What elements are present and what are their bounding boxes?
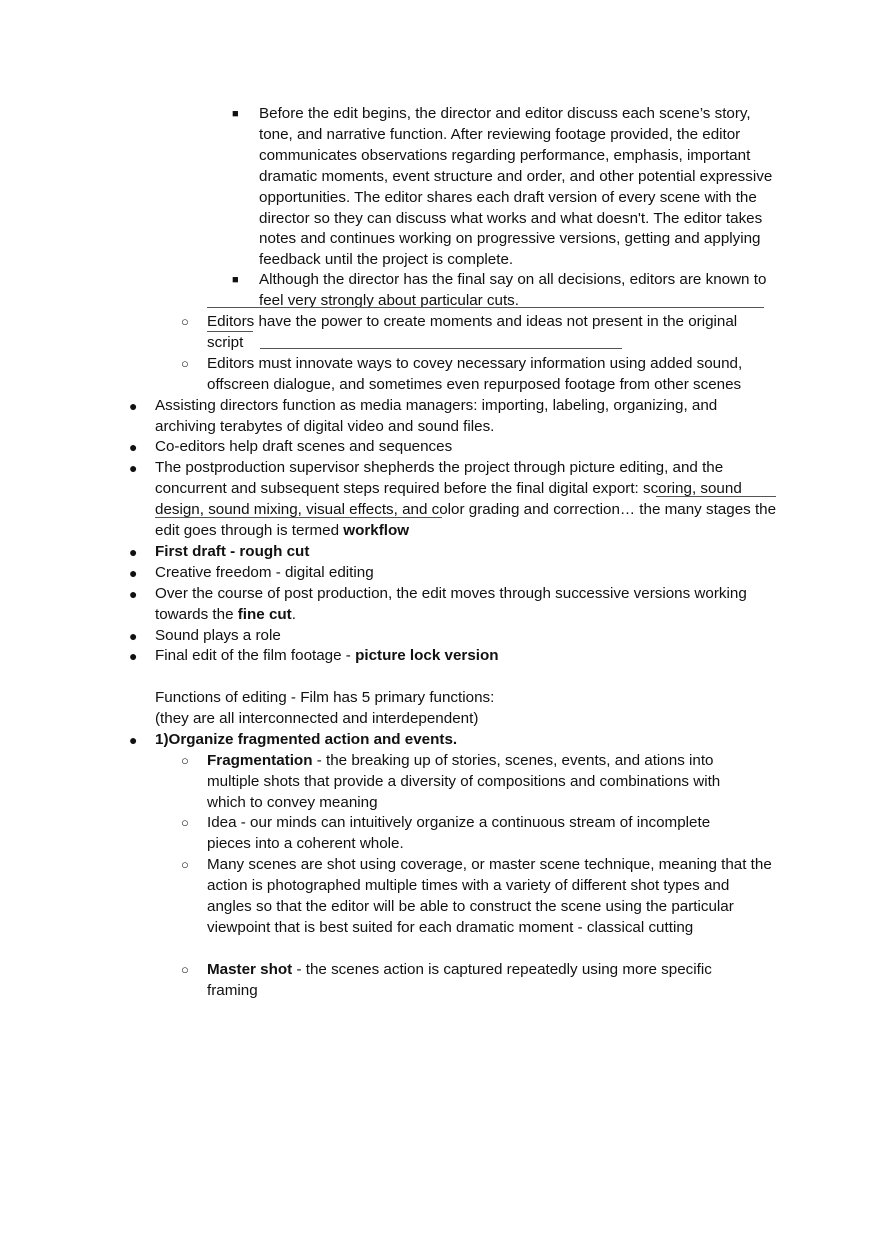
fragmentation-text: - the breaking up of stories, scenes, events, and ations into multiple shots that provide a diversity of compositions and combinations with which to convey meaning bbox=[207, 752, 721, 811]
list-item: Editors must innovate ways to covey necessary information using added sound, offscreen dialogue, and sometimes even repurposed footage from other scenes bbox=[207, 355, 743, 393]
final-edit-text: Final edit of the film footage - bbox=[155, 647, 356, 664]
over-end: . bbox=[291, 605, 296, 623]
functions-heading: Functions of editing - Film has 5 primary functions: bbox=[155, 689, 495, 706]
functions-subheading: (they are all interconnected and interdependent) bbox=[155, 710, 479, 727]
supervisor-text: The postproduction supervisor shepherds the project through picture editing, and the concurrent and subsequent steps required before the final digital export: scoring, sound design, sound mixing, visual effects, and color grading and correction… the many stages the edit goes through is termed bbox=[155, 459, 777, 539]
circle-bullet-icon: ○ bbox=[181, 356, 189, 371]
list-item: Creative freedom - digital editing bbox=[155, 564, 374, 581]
over-text: Over the course of post production, the edit moves through successive versions working towards the bbox=[155, 585, 747, 623]
disc-bullet-icon: ● bbox=[129, 439, 138, 455]
underline-rule bbox=[656, 496, 776, 497]
master-shot-term: Master shot bbox=[207, 961, 293, 978]
list-item: Idea - our minds can intuitively organize a continuous stream of incomplete pieces into a coherent whole. bbox=[207, 814, 711, 852]
list-item bbox=[207, 960, 752, 1002]
disc-bullet-icon: ● bbox=[129, 460, 138, 476]
disc-bullet-icon: ● bbox=[129, 565, 138, 581]
disc-bullet-icon: ● bbox=[129, 732, 138, 748]
circle-bullet-icon: ○ bbox=[181, 962, 189, 977]
list-item: Co-editors help draft scenes and sequences bbox=[155, 438, 453, 455]
circle-bullet-icon: ○ bbox=[181, 753, 189, 768]
list-item: Editors have the power to create moments and ideas not present in the original script bbox=[207, 313, 738, 351]
organize-heading: 1)Organize fragmented action and events. bbox=[155, 731, 458, 748]
list-item bbox=[155, 730, 775, 751]
disc-bullet-icon: ● bbox=[129, 628, 138, 644]
disc-bullet-icon: ● bbox=[129, 398, 138, 414]
underline-rule bbox=[207, 307, 764, 308]
underline-rule bbox=[260, 348, 622, 349]
square-bullet-icon: ■ bbox=[232, 274, 239, 286]
square-bullet-icon: ■ bbox=[232, 108, 239, 120]
fragmentation-term: Fragmentation bbox=[207, 752, 313, 769]
disc-bullet-icon: ● bbox=[129, 544, 138, 560]
list-item: Many scenes are shot using coverage, or master scene technique, meaning that the action is photographed multiple times with a variety of different shot types and angles so that the editor will be able to construct the scene using the particular viewpoint that is best suited for each dramatic moment - classical cutting bbox=[207, 856, 772, 936]
list-item: Sound plays a role bbox=[155, 627, 281, 644]
list-item bbox=[155, 458, 779, 542]
list-item bbox=[155, 542, 775, 563]
master-shot-text: - the scenes action is captured repeatedly using more specific framing bbox=[207, 961, 712, 999]
list-item bbox=[207, 751, 752, 814]
list-item: Before the edit begins, the director and editor discuss each scene’s story, tone, and narrative function. After reviewing footage provided, the editor communicates observations regarding performance, emphasis, important dramatic moments, event structure and order, and other potential expressive opportunities. The editor shares each draft version of every scene with the director so they can discuss what works and what doesn't. The editor takes notes and continues working on progressive versions, getting and applying feedback until the project is complete. bbox=[259, 105, 773, 269]
list-item bbox=[155, 584, 779, 626]
workflow-term: workflow bbox=[343, 521, 410, 539]
fine-cut-term: fine cut bbox=[237, 605, 292, 623]
list-item: Assisting directors function as media managers: importing, labeling, organizing, and archiving terabytes of digital video and sound files. bbox=[155, 397, 718, 435]
underline-rule bbox=[207, 331, 253, 332]
circle-bullet-icon: ○ bbox=[181, 815, 189, 830]
disc-bullet-icon: ● bbox=[129, 648, 138, 664]
first-draft-term: First draft - rough cut bbox=[155, 543, 310, 560]
underline-rule bbox=[155, 517, 442, 518]
picture-lock-term: picture lock version bbox=[355, 647, 499, 664]
list-item: Although the director has the final say on all decisions, editors are known to feel very strongly about particular cuts. bbox=[259, 271, 767, 309]
circle-bullet-icon: ○ bbox=[181, 314, 189, 329]
list-item bbox=[155, 646, 775, 667]
disc-bullet-icon: ● bbox=[129, 586, 138, 602]
circle-bullet-icon: ○ bbox=[181, 857, 189, 872]
